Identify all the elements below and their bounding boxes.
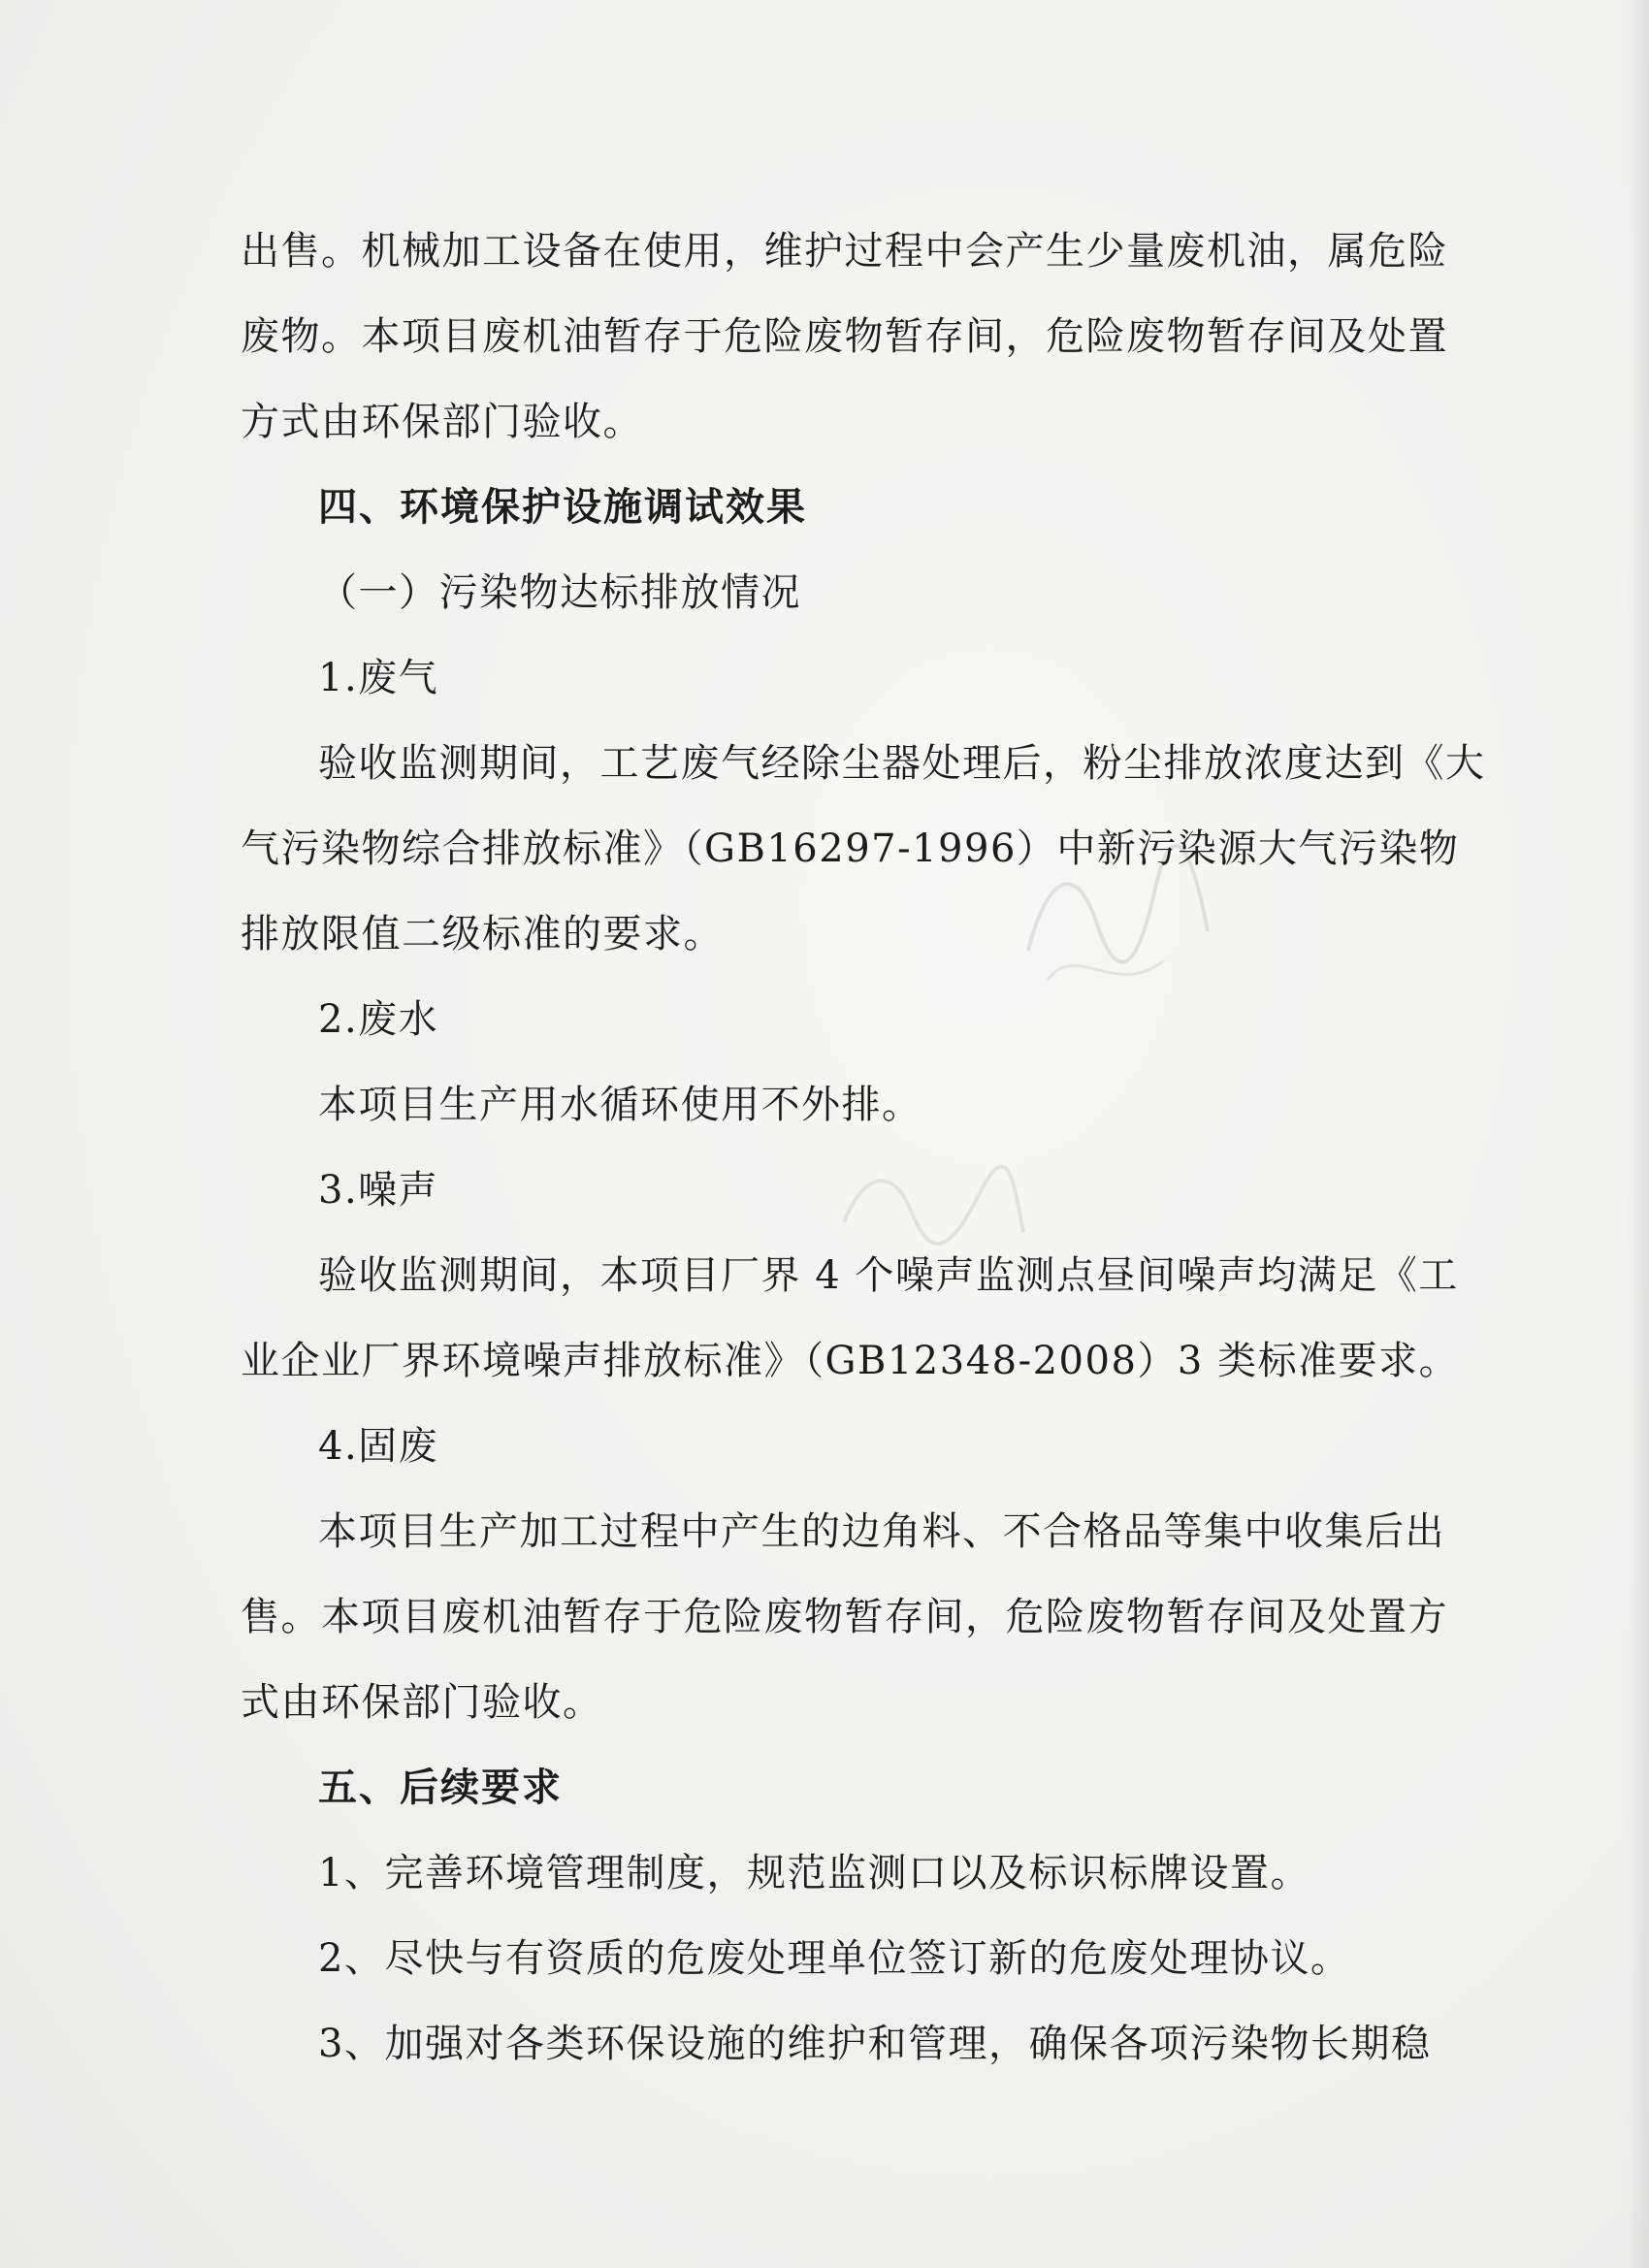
item-heading-waste-gas: 1.废气 — [318, 656, 439, 700]
paragraph-waste-gas — [241, 721, 1486, 977]
paragraph-line: 气污染物综合排放标准》（GB16297-1996）中新污染源大气污染物 — [241, 826, 1460, 871]
item-heading-solid-waste: 4.固废 — [318, 1424, 439, 1469]
paragraph-line: 售。本项目废机油暂存于危险废物暂存间，危险废物暂存间及处置方 — [241, 1595, 1448, 1639]
page-edge-shadow — [1628, 0, 1649, 2268]
paragraph-line: 排放限值二级标准的要求。 — [241, 912, 724, 956]
document-body — [241, 209, 1486, 2087]
paragraph-line: 验收监测期间，本项目厂界 4 个噪声监测点昼间噪声均满足《工 — [318, 1253, 1459, 1298]
requirement-item-3: 3、加强对各类环保设施的维护和管理，确保各项污染物长期稳 — [318, 2022, 1432, 2066]
paragraph-noise — [241, 1233, 1460, 1404]
requirement-item-1: 1、完善环境管理制度，规范监测口以及标识标牌设置。 — [318, 1851, 1310, 1895]
paragraph-line: 方式由环保部门验收。 — [241, 400, 643, 444]
requirement-item-2: 2、尽快与有资质的危废处理单位签订新的危废处理协议。 — [318, 1936, 1351, 1981]
paragraph-line: 验收监测期间，工艺废气经除尘器处理后，粉尘排放浓度达到《大 — [318, 741, 1486, 786]
subsection-heading-emissions: （一）污染物达标排放情况 — [318, 570, 801, 615]
paragraph-solid-waste — [241, 1489, 1448, 1745]
section-heading-four: 四、环境保护设施调试效果 — [318, 485, 807, 530]
paragraph-line: 式由环保部门验收。 — [241, 1680, 603, 1725]
item-heading-waste-water: 2.废水 — [318, 997, 439, 1042]
paragraph-line: 业企业厂界环境噪声排放标准》（GB12348-2008）3 类标准要求。 — [241, 1339, 1460, 1383]
paragraph-waste-water: 本项目生产用水循环使用不外排。 — [318, 1083, 922, 1127]
section-heading-five: 五、后续要求 — [318, 1766, 563, 1810]
paragraph-line: 本项目生产加工过程中产生的边角料、不合格品等集中收集后出 — [318, 1509, 1445, 1554]
paragraph-line: 废物。本项目废机油暂存于危险废物暂存间，危险废物暂存间及处置 — [241, 314, 1448, 359]
paragraph-disposal-intro — [241, 209, 1448, 465]
item-heading-noise: 3.噪声 — [318, 1168, 439, 1213]
paragraph-line: 出售。机械加工设备在使用，维护过程中会产生少量废机油，属危险 — [241, 229, 1448, 274]
